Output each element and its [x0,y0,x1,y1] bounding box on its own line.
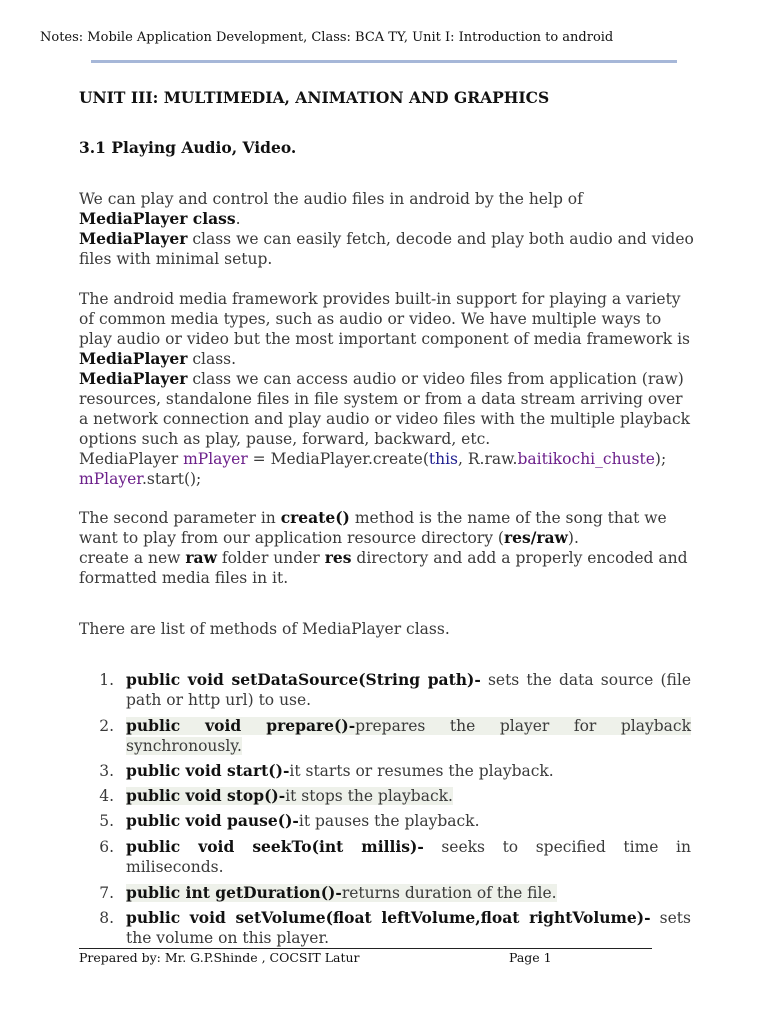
list-item [79,908,691,948]
method-signature: public void pause()- [126,811,299,830]
list-item [79,883,691,903]
p3-text-5: folder under [216,549,325,567]
method-signature: public void start()- [126,761,290,780]
methods-list [79,670,691,948]
paragraph-create-parameter [79,508,694,588]
p2-text-3: class we can access audio or video files from application (raw) resources, standalone files in file system or from a data stream arriving over a network connection and play audio or video files with the multiple playback options such as play, pause, forward, backward, etc. [79,370,691,448]
list-item [79,811,691,831]
list-item [79,837,691,877]
list-number: 7. [99,884,114,902]
p3-text-6: directory and add a properly encoded and formatted media files in it. [79,549,688,587]
p3-text-3: ). [567,529,579,547]
list-number: 8. [99,909,114,927]
p1-bold-1: MediaPlayer class [79,209,236,228]
p3-bold-2: res/raw [503,528,568,547]
method-signature: public void setDataSource(String path)- [126,670,481,689]
footer-rule [79,948,652,949]
method-description: prepares the player for playback synchronously. [126,717,691,755]
methods-intro: There are list of methods of MediaPlayer class. [79,620,450,638]
p1-text-1: We can play and control the audio files in android by the help of [79,190,583,208]
method-signature: public void seekTo(int millis)- [126,837,424,856]
paragraph-media-framework [79,289,694,489]
p1-text-3: class we can easily fetch, decode and play both audio and video files with minimal setup. [79,230,694,268]
list-number: 4. [99,787,114,805]
method-description: sets the volume on this player. [126,909,691,947]
method-signature: public void prepare()- [126,716,356,735]
p2-bold-1: MediaPlayer [79,349,188,368]
p1-bold-2: MediaPlayer [79,229,188,248]
p2-text-2: class. [187,350,237,368]
list-item [79,761,691,781]
p3-bold-1: create() [280,508,350,527]
footer-author: Prepared by: Mr. G.P.Shinde , COCSIT Latur [79,950,360,965]
page-header: Notes: Mobile Application Development, Class: BCA TY, Unit I: Introduction to android [40,30,614,45]
list-number: 5. [99,812,114,830]
method-signature: public int getDuration()- [126,883,342,902]
method-description: returns duration of the file. [341,884,557,902]
method-description: sets the data source (file path or http url) to use. [126,671,692,709]
method-signature: public void setVolume(float leftVolume,float rightVolume)- [126,908,651,927]
list-item [79,670,691,710]
p3-text-1: The second parameter in [79,509,281,527]
p3-bold-3: raw [185,548,217,567]
list-number: 2. [99,717,114,735]
page-number: Page 1 [509,950,552,965]
p3-text-2: method is the name of the song that we want to play from our application resource directory ( [79,509,667,547]
section-title: 3.1 Playing Audio, Video. [79,138,297,157]
method-signature: public void stop()- [126,786,286,805]
p2-text-1: The android media framework provides built-in support for playing a variety of common media types, such as audio or video. We have multiple ways to play audio or video but the most important component of media framework is [79,290,691,348]
list-number: 6. [99,838,114,856]
method-description: it stops the playback. [285,787,453,805]
p1-text-2: . [235,210,241,228]
p3-bold-4: res [324,548,352,567]
list-item [79,786,691,806]
list-number: 1. [99,671,114,689]
list-item [79,716,691,756]
p2-bold-2: MediaPlayer [79,369,188,388]
method-description: seeks to specified time in miliseconds. [126,838,691,876]
method-description: it starts or resumes the playback. [289,762,554,780]
unit-title: UNIT III: MULTIMEDIA, ANIMATION AND GRAPHICS [79,88,550,107]
header-rule [91,60,677,63]
code-line-2: mPlayer.start(); [79,470,202,488]
p3-text-4: create a new [79,549,186,567]
method-description: it pauses the playback. [298,812,480,830]
code-line-1: MediaPlayer mPlayer = MediaPlayer.create(this, R.raw.baitikochi_chuste); [79,450,667,468]
paragraph-mediaplayer-intro [79,189,694,269]
list-number: 3. [99,762,114,780]
